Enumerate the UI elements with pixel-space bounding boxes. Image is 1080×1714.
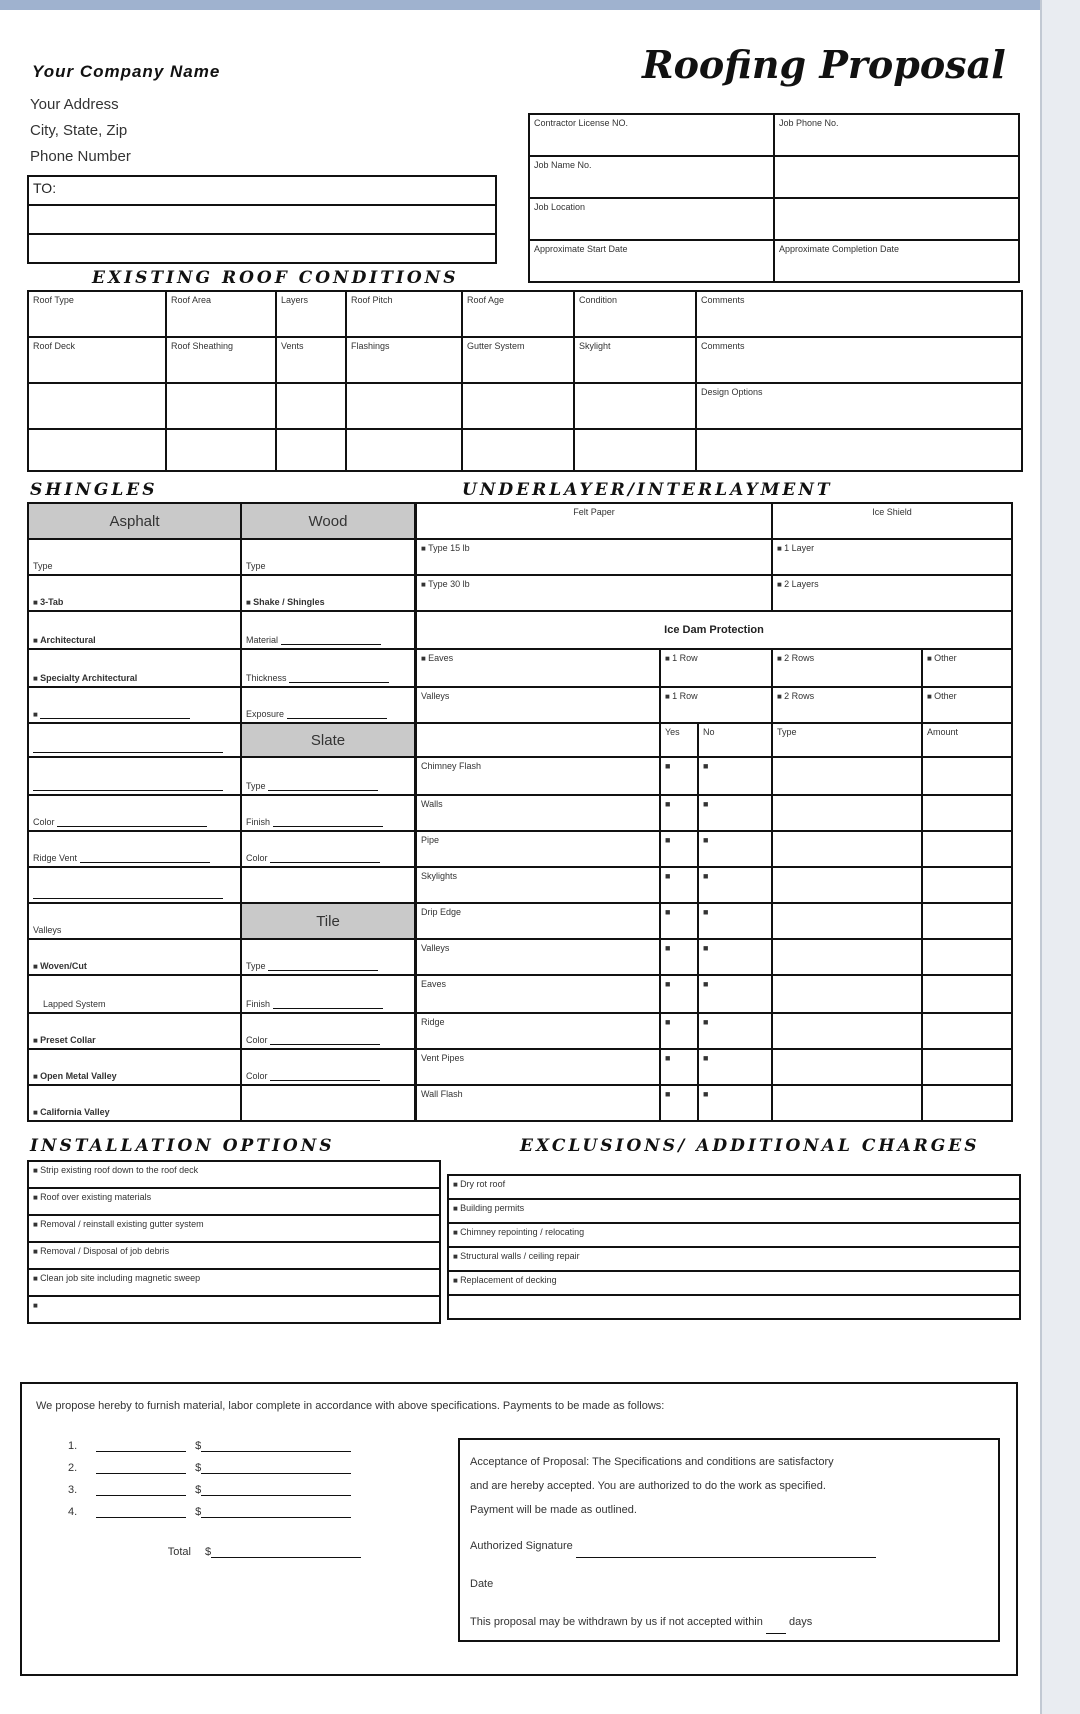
amount-cell[interactable]	[922, 903, 1012, 939]
existing-cell[interactable]	[462, 429, 574, 471]
amount-cell[interactable]	[922, 795, 1012, 831]
felt-30lb[interactable]: ■ Type 30 lb	[416, 575, 772, 611]
right-scroll-area[interactable]	[1040, 0, 1080, 1714]
payment-schedule	[68, 1440, 398, 1568]
existing-cell[interactable]	[276, 429, 346, 471]
yes-checkbox[interactable]: ■	[660, 757, 698, 795]
exclusion-item[interactable]: ■ Building permits	[448, 1199, 1020, 1223]
shingles-heading: SHINGLES	[30, 480, 158, 500]
valleys-2-row[interactable]: ■ 2 Rows	[772, 687, 922, 723]
yes-checkbox[interactable]: ■	[660, 939, 698, 975]
payment-total[interactable]: Total $	[68, 1546, 398, 1568]
signature-field[interactable]: Authorized Signature	[470, 1534, 995, 1558]
ice-dam-heading: Ice Dam Protection	[416, 611, 1012, 649]
existing-cell[interactable]	[346, 429, 462, 471]
flash-item: Valleys	[416, 939, 660, 975]
amount-cell[interactable]	[922, 1085, 1012, 1121]
wood-shake[interactable]: ■ Shake / Shingles	[241, 575, 415, 611]
no-checkbox[interactable]: ■	[698, 757, 772, 795]
flash-item: Vent Pipes	[416, 1049, 660, 1085]
installation-item[interactable]: ■ Clean job site including magnetic sweep	[28, 1269, 440, 1296]
flash-item: Pipe	[416, 831, 660, 867]
acceptance-line-3: Payment will be made as outlined.	[470, 1504, 637, 1516]
exclusion-item[interactable]: ■ Structural walls / ceiling repair	[448, 1247, 1020, 1271]
amount-cell[interactable]	[922, 975, 1012, 1013]
existing-cell[interactable]: Flashings	[346, 337, 462, 383]
shield-2-layer[interactable]: ■ 2 Layers	[772, 575, 1012, 611]
asphalt-specialty[interactable]: ■ Specialty Architectural	[28, 649, 241, 687]
flash-item: Eaves	[416, 975, 660, 1013]
job-name-field[interactable]: Job Name No.	[529, 156, 774, 198]
asphalt-header: Asphalt	[28, 503, 241, 539]
to-line-2[interactable]	[28, 205, 496, 234]
yes-checkbox[interactable]: ■	[660, 867, 698, 903]
exclusions-heading: EXCLUSIONS/ ADDITIONAL CHARGES	[520, 1136, 980, 1156]
no-checkbox[interactable]: ■	[698, 1013, 772, 1049]
existing-cell[interactable]	[28, 383, 166, 429]
existing-roof-heading: EXISTING ROOF CONDITIONS	[92, 268, 459, 288]
installation-item[interactable]: ■ Removal / Disposal of job debris	[28, 1242, 440, 1269]
no-checkbox[interactable]: ■	[698, 1085, 772, 1121]
existing-cell[interactable]: Comments	[696, 337, 1022, 383]
page-title: Roofing Proposal	[642, 42, 1006, 87]
asphalt-lapped[interactable]: Lapped System	[28, 975, 241, 1013]
slate-type[interactable]: Type	[241, 757, 415, 795]
type-cell[interactable]	[772, 831, 922, 867]
type-cell[interactable]	[772, 1085, 922, 1121]
no-checkbox[interactable]: ■	[698, 1049, 772, 1085]
top-window-bar	[0, 0, 1080, 10]
start-date-field[interactable]: Approximate Start Date	[529, 240, 774, 282]
payment-row[interactable]: 4. $	[68, 1506, 398, 1528]
existing-cell[interactable]: Roof Deck	[28, 337, 166, 383]
flash-item: Wall Flash	[416, 1085, 660, 1121]
existing-cell[interactable]	[574, 383, 696, 429]
existing-cell[interactable]: Roof Pitch	[346, 291, 462, 337]
asphalt-woven[interactable]: ■ Woven/Cut	[28, 939, 241, 975]
tile-type[interactable]: Type	[241, 939, 415, 975]
acceptance-line-1: Acceptance of Proposal: The Specifications and conditions are satisfactory	[470, 1456, 834, 1468]
to-box	[27, 175, 497, 264]
exclusions-table	[447, 1174, 1021, 1320]
flash-item: Ridge	[416, 1013, 660, 1049]
no-checkbox[interactable]: ■	[698, 867, 772, 903]
asphalt-preset[interactable]: ■ Preset Collar	[28, 1013, 241, 1049]
yes-checkbox[interactable]: ■	[660, 831, 698, 867]
existing-cell[interactable]: Roof Type	[28, 291, 166, 337]
eaves-2-row[interactable]: ■ 2 Rows	[772, 649, 922, 687]
existing-cell[interactable]	[276, 383, 346, 429]
no-checkbox[interactable]: ■	[698, 831, 772, 867]
asphalt-architectural[interactable]: ■ Architectural	[28, 611, 241, 649]
asphalt-color[interactable]: Color	[28, 795, 241, 831]
eaves-option[interactable]: ■ Eaves	[416, 649, 660, 687]
asphalt-other[interactable]	[28, 687, 241, 723]
tile-color[interactable]: Color	[241, 1013, 415, 1049]
felt-15lb[interactable]: ■ Type 15 lb	[416, 539, 772, 575]
company-phone: Phone Number	[30, 148, 131, 165]
existing-cell[interactable]	[346, 383, 462, 429]
slate-finish[interactable]: Finish	[241, 795, 415, 831]
existing-cell[interactable]	[166, 429, 276, 471]
type-cell[interactable]	[772, 1049, 922, 1085]
amount-cell[interactable]	[922, 757, 1012, 795]
shield-1-layer[interactable]: ■ 1 Layer	[772, 539, 1012, 575]
company-name: Your Company Name	[32, 62, 221, 81]
type-cell[interactable]	[772, 795, 922, 831]
flash-item: Chimney Flash	[416, 757, 660, 795]
completion-date-field[interactable]: Approximate Completion Date	[774, 240, 1019, 282]
existing-cell[interactable]: Roof Age	[462, 291, 574, 337]
wood-type[interactable]: Type	[241, 539, 415, 575]
flash-item: Walls	[416, 795, 660, 831]
yes-checkbox[interactable]: ■	[660, 1085, 698, 1121]
existing-cell[interactable]: Gutter System	[462, 337, 574, 383]
tile-finish[interactable]: Finish	[241, 975, 415, 1013]
wood-exposure[interactable]: Exposure	[241, 687, 415, 723]
flash-col-item	[416, 723, 660, 757]
underlayment-table	[415, 502, 1013, 1122]
underlayment-heading: UNDERLAYER/INTERLAYMENT	[462, 480, 833, 500]
col-amount: Amount	[922, 723, 1012, 757]
yes-checkbox[interactable]: ■	[660, 795, 698, 831]
payment-row[interactable]: 2. $	[68, 1462, 398, 1484]
installation-heading: INSTALLATION OPTIONS	[30, 1136, 335, 1156]
type-cell[interactable]	[772, 903, 922, 939]
existing-cell[interactable]: Layers	[276, 291, 346, 337]
asphalt-3tab[interactable]: ■ 3-Tab	[28, 575, 241, 611]
flash-item: Drip Edge	[416, 903, 660, 939]
payment-row[interactable]: 3. $	[68, 1484, 398, 1506]
amount-cell[interactable]	[922, 1013, 1012, 1049]
flash-item: Skylights	[416, 867, 660, 903]
eaves-1-row[interactable]: ■ 1 Row	[660, 649, 772, 687]
slate-color[interactable]: Color	[241, 831, 415, 867]
exclusion-item[interactable]	[448, 1295, 1020, 1319]
yes-checkbox[interactable]: ■	[660, 975, 698, 1013]
installation-item[interactable]: ■ Roof over existing materials	[28, 1188, 440, 1215]
license-field[interactable]: Contractor License NO.	[529, 114, 774, 156]
tile-header: Tile	[241, 903, 415, 939]
existing-cell[interactable]: Vents	[276, 337, 346, 383]
ice-shield-header: Ice Shield	[772, 503, 1012, 539]
asphalt-ridge-vent[interactable]: Ridge Vent	[28, 831, 241, 867]
company-city: City, State, Zip	[30, 122, 128, 139]
wood-material[interactable]: Material	[241, 611, 415, 649]
slate-header: Slate	[241, 723, 415, 757]
exclusion-item[interactable]: ■ Dry rot roof	[448, 1175, 1020, 1199]
type-cell[interactable]	[772, 939, 922, 975]
existing-cell[interactable]	[166, 383, 276, 429]
col-type: Type	[772, 723, 922, 757]
amount-cell[interactable]	[922, 831, 1012, 867]
eaves-other[interactable]: ■ Other	[922, 649, 1012, 687]
yes-checkbox[interactable]: ■	[660, 903, 698, 939]
no-checkbox[interactable]: ■	[698, 903, 772, 939]
no-checkbox[interactable]: ■	[698, 939, 772, 975]
installation-table	[27, 1160, 441, 1324]
existing-cell[interactable]: Condition	[574, 291, 696, 337]
existing-cell[interactable]	[28, 429, 166, 471]
existing-cell[interactable]	[696, 429, 1022, 471]
payment-row[interactable]: 1. $	[68, 1440, 398, 1462]
amount-cell[interactable]	[922, 1049, 1012, 1085]
tile-color-2[interactable]: Color	[241, 1049, 415, 1085]
slate-blank[interactable]	[241, 867, 415, 903]
type-cell[interactable]	[772, 867, 922, 903]
exclusion-item[interactable]: ■ Chimney repointing / relocating	[448, 1223, 1020, 1247]
col-no: No	[698, 723, 772, 757]
existing-cell[interactable]: Design Options	[696, 383, 1022, 429]
col-yes: Yes	[660, 723, 698, 757]
existing-cell[interactable]	[462, 383, 574, 429]
existing-cell[interactable]: Roof Area	[166, 291, 276, 337]
wood-thickness[interactable]: Thickness	[241, 649, 415, 687]
type-cell[interactable]	[772, 757, 922, 795]
job-location-value[interactable]	[774, 198, 1019, 240]
installation-item[interactable]: ■ Strip existing roof down to the roof deck	[28, 1161, 440, 1188]
amount-cell[interactable]	[922, 867, 1012, 903]
no-checkbox[interactable]: ■	[698, 975, 772, 1013]
acceptance-line-2: and are hereby accepted. You are authorized to do the work as specified.	[470, 1480, 826, 1492]
asphalt-open-metal[interactable]: ■ Open Metal Valley	[28, 1049, 241, 1085]
job-name-value[interactable]	[774, 156, 1019, 198]
valleys-other[interactable]: ■ Other	[922, 687, 1012, 723]
shingles-table	[27, 502, 416, 1122]
asphalt-type[interactable]: Type	[28, 539, 241, 575]
job-info-box	[528, 113, 1020, 283]
asphalt-blank-2[interactable]	[28, 757, 241, 795]
company-address: Your Address	[30, 96, 119, 113]
existing-cell[interactable]: Roof Sheathing	[166, 337, 276, 383]
acceptance-text	[470, 1450, 995, 1634]
existing-cell[interactable]: Skylight	[574, 337, 696, 383]
installation-item[interactable]: ■ Removal / reinstall existing gutter system	[28, 1215, 440, 1242]
job-location-field[interactable]: Job Location	[529, 198, 774, 240]
type-cell[interactable]	[772, 975, 922, 1013]
installation-item[interactable]	[28, 1296, 440, 1323]
to-label: TO:	[28, 176, 496, 205]
asphalt-california[interactable]: ■ California Valley	[28, 1085, 241, 1121]
asphalt-valleys[interactable]: Valleys	[28, 903, 241, 939]
yes-checkbox[interactable]: ■	[660, 1013, 698, 1049]
date-field[interactable]: Date	[470, 1578, 494, 1590]
amount-cell[interactable]	[922, 939, 1012, 975]
yes-checkbox[interactable]: ■	[660, 1049, 698, 1085]
no-checkbox[interactable]: ■	[698, 795, 772, 831]
job-phone-field[interactable]: Job Phone No.	[774, 114, 1019, 156]
existing-cell[interactable]: Comments	[696, 291, 1022, 337]
existing-cell[interactable]	[574, 429, 696, 471]
valleys-1-row[interactable]: ■ 1 Row	[660, 687, 772, 723]
wood-header: Wood	[241, 503, 415, 539]
payment-intro: We propose hereby to furnish material, labor complete in accordance with above specifications. Payments to be made as follows:	[36, 1400, 665, 1412]
type-cell[interactable]	[772, 1013, 922, 1049]
asphalt-blank-3[interactable]	[28, 867, 241, 903]
to-line-3[interactable]	[28, 234, 496, 263]
valleys-option[interactable]: Valleys	[416, 687, 660, 723]
withdraw-note[interactable]: This proposal may be withdrawn by us if not accepted within days	[470, 1610, 995, 1634]
tile-blank[interactable]	[241, 1085, 415, 1121]
felt-paper-header: Felt Paper	[416, 503, 772, 539]
exclusion-item[interactable]: ■ Replacement of decking	[448, 1271, 1020, 1295]
existing-roof-table	[27, 290, 1023, 472]
asphalt-blank-1[interactable]	[28, 723, 241, 757]
